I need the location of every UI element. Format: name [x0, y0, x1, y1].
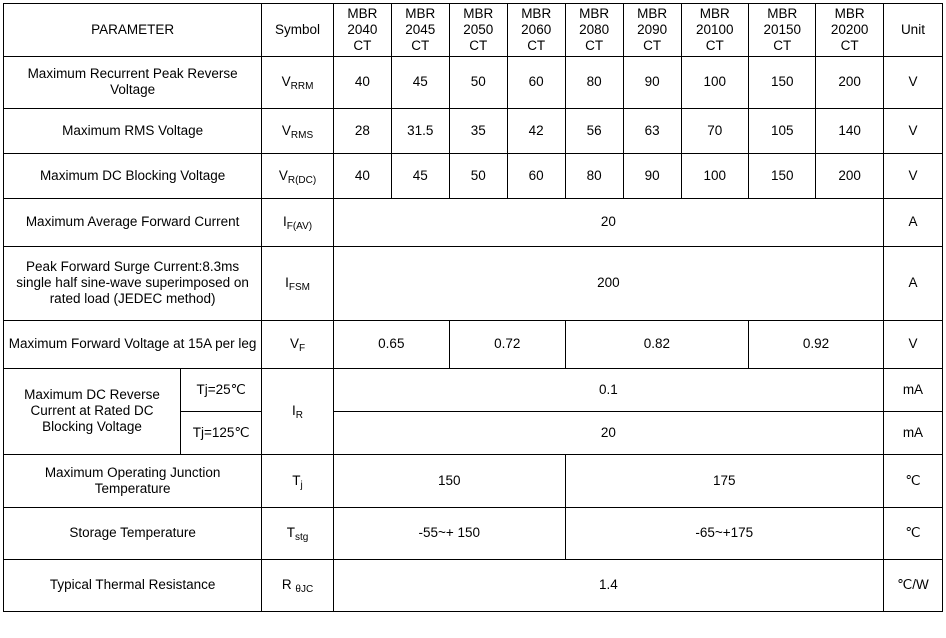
parameter-ir: Maximum DC Reverse Current at Rated DC Blocking Voltage [4, 368, 181, 454]
symbol-vrms [262, 108, 334, 153]
table-row-vrrm [4, 56, 943, 108]
value-cell: 70 [681, 108, 748, 153]
unit-cell: A [883, 246, 942, 320]
value-cell: 63 [623, 108, 681, 153]
value-cell: 31.5 [391, 108, 449, 153]
symbol-vrrm [262, 56, 334, 108]
part-line-1: MBR [405, 6, 436, 21]
part-line-3: CT [469, 37, 488, 53]
symbol-rthjc [262, 559, 334, 611]
header-part-mbr20200ct [816, 4, 883, 57]
part-line-1: MBR [637, 6, 668, 21]
parameter-tj: Maximum Operating Junction Temperature [4, 454, 262, 507]
header-part-mbr20150ct [749, 4, 816, 57]
symbol-sub: R(DC) [287, 174, 317, 186]
value-cell-merged: 20 [333, 411, 883, 454]
table-row-tstg [4, 507, 943, 559]
electrical-characteristics-table [3, 3, 943, 612]
condition-tj-125c: Tj=125℃ [181, 411, 262, 454]
symbol-sub: stg [294, 532, 309, 544]
value-cell-group: 0.92 [749, 320, 884, 368]
part-line-1: MBR [521, 6, 552, 21]
symbol-sub: FSM [288, 282, 310, 294]
value-cell: 150 [749, 56, 816, 108]
value-cell: 35 [449, 108, 507, 153]
header-part-mbr2060ct [507, 4, 565, 57]
value-cell: 40 [333, 153, 391, 198]
table-row-vrdc [4, 153, 943, 198]
part-line-3: CT [705, 37, 724, 53]
parameter-vrrm: Maximum Recurrent Peak Reverse Voltage [4, 56, 262, 108]
value-cell: 50 [449, 56, 507, 108]
table-row-vrms [4, 108, 943, 153]
part-line-2: 2050 [463, 21, 494, 37]
header-part-mbr20100ct [681, 4, 748, 57]
symbol-sub: RRM [290, 81, 314, 93]
parameter-rthjc: Typical Thermal Resistance [4, 559, 262, 611]
symbol-tstg [262, 507, 334, 559]
value-cell: 100 [681, 56, 748, 108]
value-cell: 100 [681, 153, 748, 198]
value-cell: 200 [816, 153, 883, 198]
header-unit: Unit [883, 4, 942, 57]
symbol-sub: j [300, 479, 303, 491]
value-cell: 42 [507, 108, 565, 153]
symbol-base: V [278, 167, 288, 183]
value-cell-merged: 0.1 [333, 368, 883, 411]
datasheet-spec-sheet [0, 3, 946, 638]
symbol-base: R [281, 577, 292, 593]
symbol-ifav [262, 198, 334, 246]
value-cell: 90 [623, 153, 681, 198]
header-symbol: Symbol [262, 4, 334, 57]
parameter-vrms: Maximum RMS Voltage [4, 108, 262, 153]
part-line-1: MBR [347, 6, 378, 21]
value-cell: 40 [333, 56, 391, 108]
value-cell: 60 [507, 153, 565, 198]
part-line-3: CT [773, 37, 792, 53]
part-line-2: 2060 [521, 21, 552, 37]
value-cell: 105 [749, 108, 816, 153]
value-cell: 28 [333, 108, 391, 153]
parameter-tstg: Storage Temperature [4, 507, 262, 559]
header-part-mbr2050ct [449, 4, 507, 57]
value-cell: 60 [507, 56, 565, 108]
header-parameter: PARAMETER [4, 4, 262, 57]
unit-cell: ℃ [883, 454, 942, 507]
part-line-3: CT [643, 37, 662, 53]
value-cell-group: 0.72 [449, 320, 565, 368]
value-cell: 80 [565, 56, 623, 108]
condition-tj-25c: Tj=25℃ [181, 368, 262, 411]
header-part-mbr2080ct [565, 4, 623, 57]
part-line-3: CT [527, 37, 546, 53]
parameter-ifav: Maximum Average Forward Current [4, 198, 262, 246]
unit-cell: ℃/W [883, 559, 942, 611]
part-line-1: MBR [579, 6, 610, 21]
unit-cell: mA [883, 368, 942, 411]
value-cell: 200 [816, 56, 883, 108]
part-line-2: 2090 [637, 21, 668, 37]
symbol-vrdc [262, 153, 334, 198]
table-header-row [4, 4, 943, 57]
table-row-vf [4, 320, 943, 368]
table-row-tj [4, 454, 943, 507]
table-row-rthjc [4, 559, 943, 611]
symbol-base: V [281, 122, 291, 138]
value-cell-merged: 200 [333, 246, 883, 320]
symbol-tj [262, 454, 334, 507]
symbol-vf [262, 320, 334, 368]
parameter-vf: Maximum Forward Voltage at 15A per leg [4, 320, 262, 368]
symbol-sub: F [298, 343, 306, 355]
symbol-ir [262, 368, 334, 454]
value-cell: 90 [623, 56, 681, 108]
symbol-sub: RMS [290, 129, 314, 141]
symbol-base: I [282, 214, 287, 230]
header-part-mbr2045ct [391, 4, 449, 57]
unit-cell: V [883, 320, 942, 368]
value-cell-group: 0.65 [333, 320, 449, 368]
parameter-ifsm: Peak Forward Surge Current:8.3ms single half sine-wave superimposed on rated load (JEDEC method) [4, 246, 262, 320]
header-part-mbr2040ct [333, 4, 391, 57]
table-row-ir-25c [4, 368, 943, 411]
part-line-3: CT [353, 37, 372, 53]
parameter-vrdc: Maximum DC Blocking Voltage [4, 153, 262, 198]
symbol-base: I [292, 403, 296, 419]
unit-cell: A [883, 198, 942, 246]
symbol-base: T [292, 472, 301, 488]
part-line-1: MBR [463, 6, 494, 21]
table-row-ifsm [4, 246, 943, 320]
symbol-base: I [285, 275, 289, 291]
symbol-sub: R [295, 410, 304, 422]
symbol-ifsm [262, 246, 334, 320]
symbol-sub: θJC [295, 584, 314, 596]
part-line-3: CT [585, 37, 604, 53]
part-line-2: 20200 [830, 21, 869, 37]
value-cell-merged: 20 [333, 198, 883, 246]
part-line-2: 20100 [696, 21, 734, 37]
table-row-ifav [4, 198, 943, 246]
value-cell-group: -55~+ 150 [333, 507, 565, 559]
value-cell-group: 175 [565, 454, 883, 507]
part-line-3: CT [840, 37, 859, 53]
unit-cell: ℃ [883, 507, 942, 559]
value-cell: 50 [449, 153, 507, 198]
value-cell: 80 [565, 153, 623, 198]
value-cell: 45 [391, 153, 449, 198]
value-cell-group: 0.82 [565, 320, 748, 368]
symbol-sub: F(AV) [286, 221, 313, 233]
value-cell: 150 [749, 153, 816, 198]
unit-cell: V [883, 153, 942, 198]
symbol-base: V [281, 74, 291, 90]
part-line-2: 2080 [579, 21, 610, 37]
unit-cell: V [883, 108, 942, 153]
symbol-base: V [289, 336, 299, 352]
part-line-3: CT [411, 37, 430, 53]
value-cell: 45 [391, 56, 449, 108]
part-line-1: MBR [834, 6, 865, 21]
header-part-mbr2090ct [623, 4, 681, 57]
unit-cell: V [883, 56, 942, 108]
symbol-base: T [286, 525, 295, 541]
part-line-2: 20150 [763, 21, 801, 37]
unit-cell: mA [883, 411, 942, 454]
value-cell-merged: 1.4 [333, 559, 883, 611]
value-cell: 56 [565, 108, 623, 153]
value-cell-group: -65~+175 [565, 507, 883, 559]
part-line-2: 2040 [347, 21, 378, 37]
value-cell-group: 150 [333, 454, 565, 507]
part-line-2: 2045 [405, 21, 436, 37]
part-line-1: MBR [767, 6, 798, 21]
part-line-1: MBR [699, 6, 730, 21]
value-cell: 140 [816, 108, 883, 153]
